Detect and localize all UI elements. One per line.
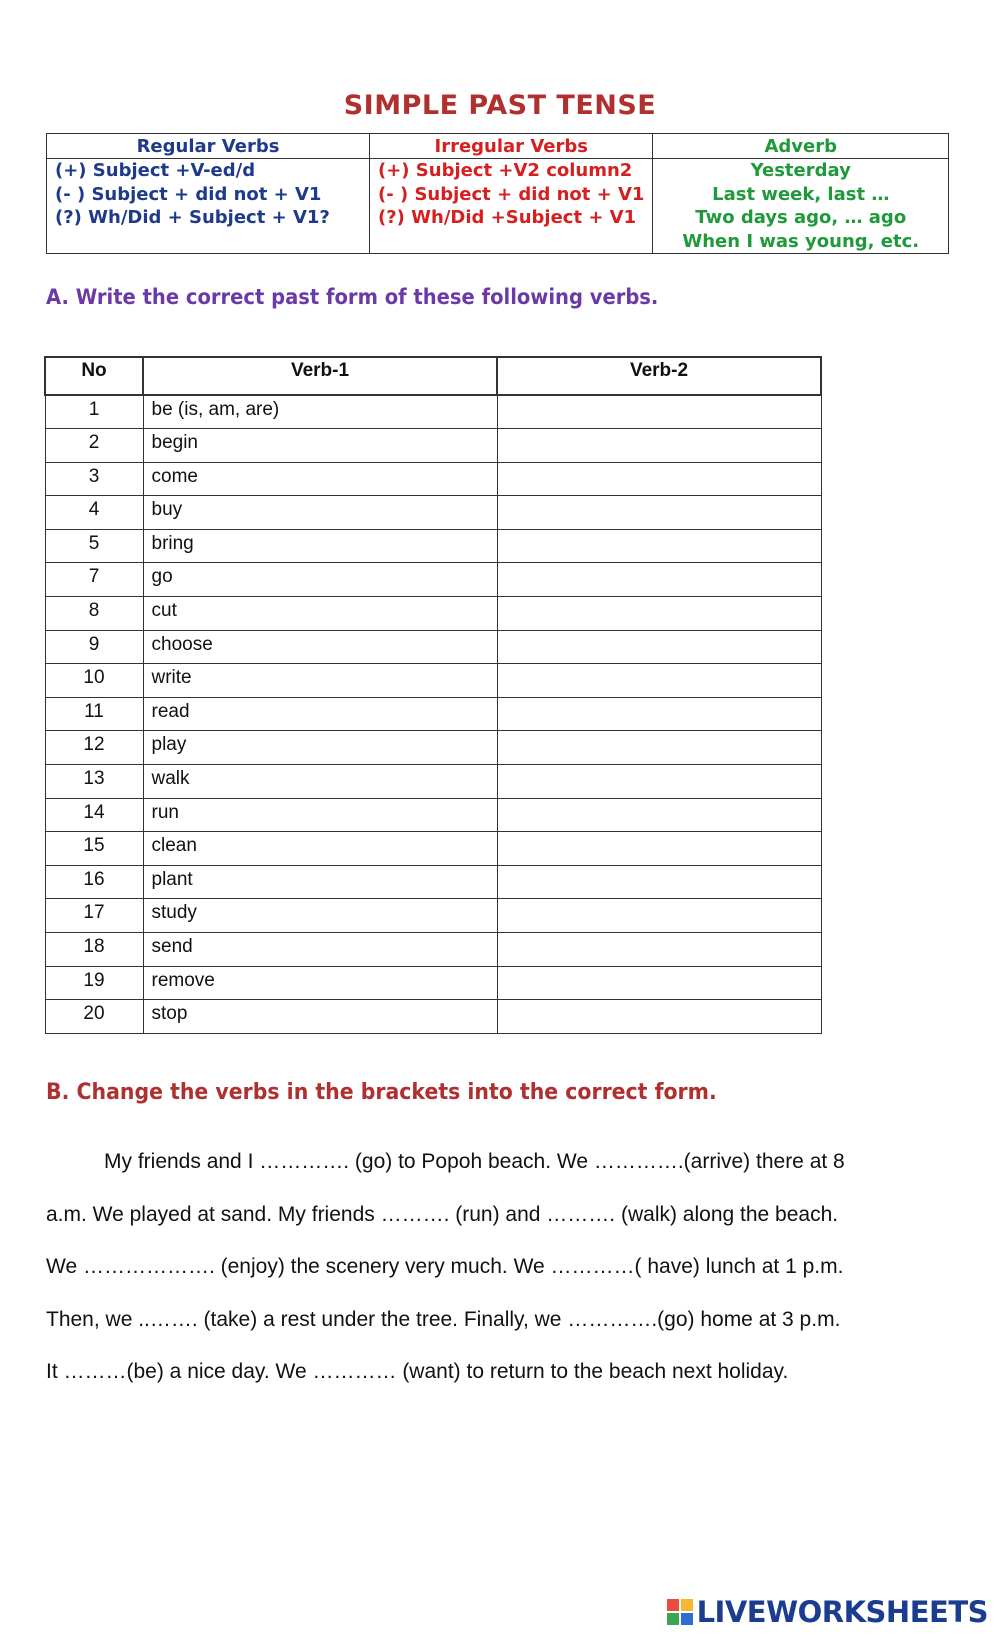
verb2-answer-cell[interactable] <box>497 865 821 899</box>
verb-table-header-verb2: Verb-2 <box>497 357 821 395</box>
verb-table-header-no: No <box>45 357 143 395</box>
verb2-answer-cell[interactable] <box>497 462 821 496</box>
verb2-answer-cell[interactable] <box>497 395 821 429</box>
verb-table-row <box>45 865 821 899</box>
verb1-cell: go <box>143 563 497 597</box>
verb2-answer-cell[interactable] <box>497 899 821 933</box>
verb-table-header-verb1: Verb-1 <box>143 357 497 395</box>
verb-table-row <box>45 529 821 563</box>
verb1-cell: stop <box>143 1000 497 1034</box>
verb-table-row <box>45 697 821 731</box>
section-a-heading: A. Write the correct past form of these following verbs. <box>46 285 659 309</box>
verb-table-row <box>45 597 821 631</box>
verb2-answer-cell[interactable] <box>497 832 821 866</box>
verb1-cell: begin <box>143 429 497 463</box>
verb1-cell: walk <box>143 765 497 799</box>
regular-verbs-cell <box>47 159 370 254</box>
verb-number: 17 <box>45 899 143 933</box>
verb-number: 15 <box>45 832 143 866</box>
verb1-cell: cut <box>143 597 497 631</box>
verb-table-row <box>45 630 821 664</box>
verb2-answer-cell[interactable] <box>497 597 821 631</box>
adverb-days-ago: Two days ago, … ago <box>695 207 907 228</box>
fill-in-paragraph <box>46 1136 946 1399</box>
verb2-answer-cell[interactable] <box>497 563 821 597</box>
adverb-last-week: Last week, last … <box>712 183 890 205</box>
verb-number: 3 <box>45 462 143 496</box>
verb-number: 18 <box>45 933 143 967</box>
regular-positive: (+) Subject +V-ed/d <box>55 160 256 181</box>
irregular-positive: (+) Subject +V2 column2 <box>378 160 633 181</box>
section-b-heading: B. Change the verbs in the brackets into the correct form. <box>46 1080 717 1105</box>
verb1-cell: write <box>143 664 497 698</box>
verb-number: 19 <box>45 966 143 1000</box>
irregular-negative: (- ) Subject + did not + V1 <box>378 183 645 205</box>
verb-number: 12 <box>45 731 143 765</box>
verb-table-row <box>45 899 821 933</box>
verb1-cell: plant <box>143 865 497 899</box>
verb2-answer-cell[interactable] <box>497 630 821 664</box>
verb-table-row <box>45 765 821 799</box>
verb-number: 4 <box>45 496 143 530</box>
adverb-yesterday: Yesterday <box>750 160 851 181</box>
paragraph-line: My friends and I …………. (go) to Popoh beach. We ………….(arrive) there at 8 <box>104 1150 845 1173</box>
verb-table <box>44 356 822 1034</box>
regular-negative: (- ) Subject + did not + V1 <box>55 183 322 205</box>
paragraph-line: We ………………. (enjoy) the scenery very much. We …………( have) lunch at 1 p.m. <box>46 1255 844 1278</box>
logo-text: LIVEWORKSHEETS <box>696 1595 988 1629</box>
verb2-answer-cell[interactable] <box>497 496 821 530</box>
verb2-answer-cell[interactable] <box>497 765 821 799</box>
header-irregular-verbs: Irregular Verbs <box>370 134 653 159</box>
verb1-cell: choose <box>143 630 497 664</box>
verb-number: 10 <box>45 664 143 698</box>
verb-number: 9 <box>45 630 143 664</box>
verb2-answer-cell[interactable] <box>497 933 821 967</box>
verb1-cell: be (is, am, are) <box>143 395 497 429</box>
verb1-cell: come <box>143 462 497 496</box>
verb-table-row <box>45 429 821 463</box>
verb1-cell: bring <box>143 529 497 563</box>
verb-table-row <box>45 798 821 832</box>
verb2-answer-cell[interactable] <box>497 697 821 731</box>
verb2-answer-cell[interactable] <box>497 966 821 1000</box>
verb-number: 14 <box>45 798 143 832</box>
verb1-cell: study <box>143 899 497 933</box>
verb-number: 5 <box>45 529 143 563</box>
header-adverb: Adverb <box>653 134 949 159</box>
verb-number: 11 <box>45 697 143 731</box>
verb-table-row <box>45 933 821 967</box>
verb-table-row <box>45 496 821 530</box>
verb1-cell: play <box>143 731 497 765</box>
header-regular-verbs: Regular Verbs <box>47 134 370 159</box>
paragraph-line: Then, we ..……. (take) a rest under the tree. Finally, we ………….(go) home at 3 p.m. <box>46 1307 841 1331</box>
verb-number: 20 <box>45 1000 143 1034</box>
verb2-answer-cell[interactable] <box>497 529 821 563</box>
adverb-cell <box>653 159 949 254</box>
verb-table-row <box>45 664 821 698</box>
verb2-answer-cell[interactable] <box>497 1000 821 1034</box>
verb1-cell: remove <box>143 966 497 1000</box>
verb2-answer-cell[interactable] <box>497 731 821 765</box>
verb-number: 8 <box>45 597 143 631</box>
verb1-cell: send <box>143 933 497 967</box>
verb-number: 2 <box>45 429 143 463</box>
verb1-cell: read <box>143 697 497 731</box>
irregular-question: (?) Wh/Did +Subject + V1 <box>378 207 637 228</box>
verb-number: 13 <box>45 765 143 799</box>
verb-table-row <box>45 563 821 597</box>
verb1-cell: run <box>143 798 497 832</box>
verb-number: 7 <box>45 563 143 597</box>
verb-table-row <box>45 395 821 429</box>
adverb-when-young: When I was young, etc. <box>682 230 920 252</box>
verb-number: 1 <box>45 395 143 429</box>
liveworksheets-blocks-icon <box>667 1599 693 1625</box>
regular-question: (?) Wh/Did + Subject + V1? <box>55 207 330 228</box>
verb-table-row <box>45 966 821 1000</box>
verb-table-row <box>45 1000 821 1034</box>
liveworksheets-logo[interactable] <box>667 1592 988 1632</box>
page-title: SIMPLE PAST TENSE <box>343 90 657 121</box>
irregular-verbs-cell <box>370 159 653 254</box>
verb2-answer-cell[interactable] <box>497 429 821 463</box>
verb2-answer-cell[interactable] <box>497 664 821 698</box>
verb-table-row <box>45 731 821 765</box>
verb1-cell: clean <box>143 832 497 866</box>
grammar-table <box>46 133 949 254</box>
verb-table-row <box>45 832 821 866</box>
verb2-answer-cell[interactable] <box>497 798 821 832</box>
verb-number: 16 <box>45 865 143 899</box>
verb1-cell: buy <box>143 496 497 530</box>
verb-table-row <box>45 462 821 496</box>
paragraph-line: a.m. We played at sand. My friends ………. (run) and ………. (walk) along the beach. <box>46 1202 839 1226</box>
paragraph-line: It ………(be) a nice day. We ………… (want) to return to the beach next holiday. <box>46 1360 789 1383</box>
